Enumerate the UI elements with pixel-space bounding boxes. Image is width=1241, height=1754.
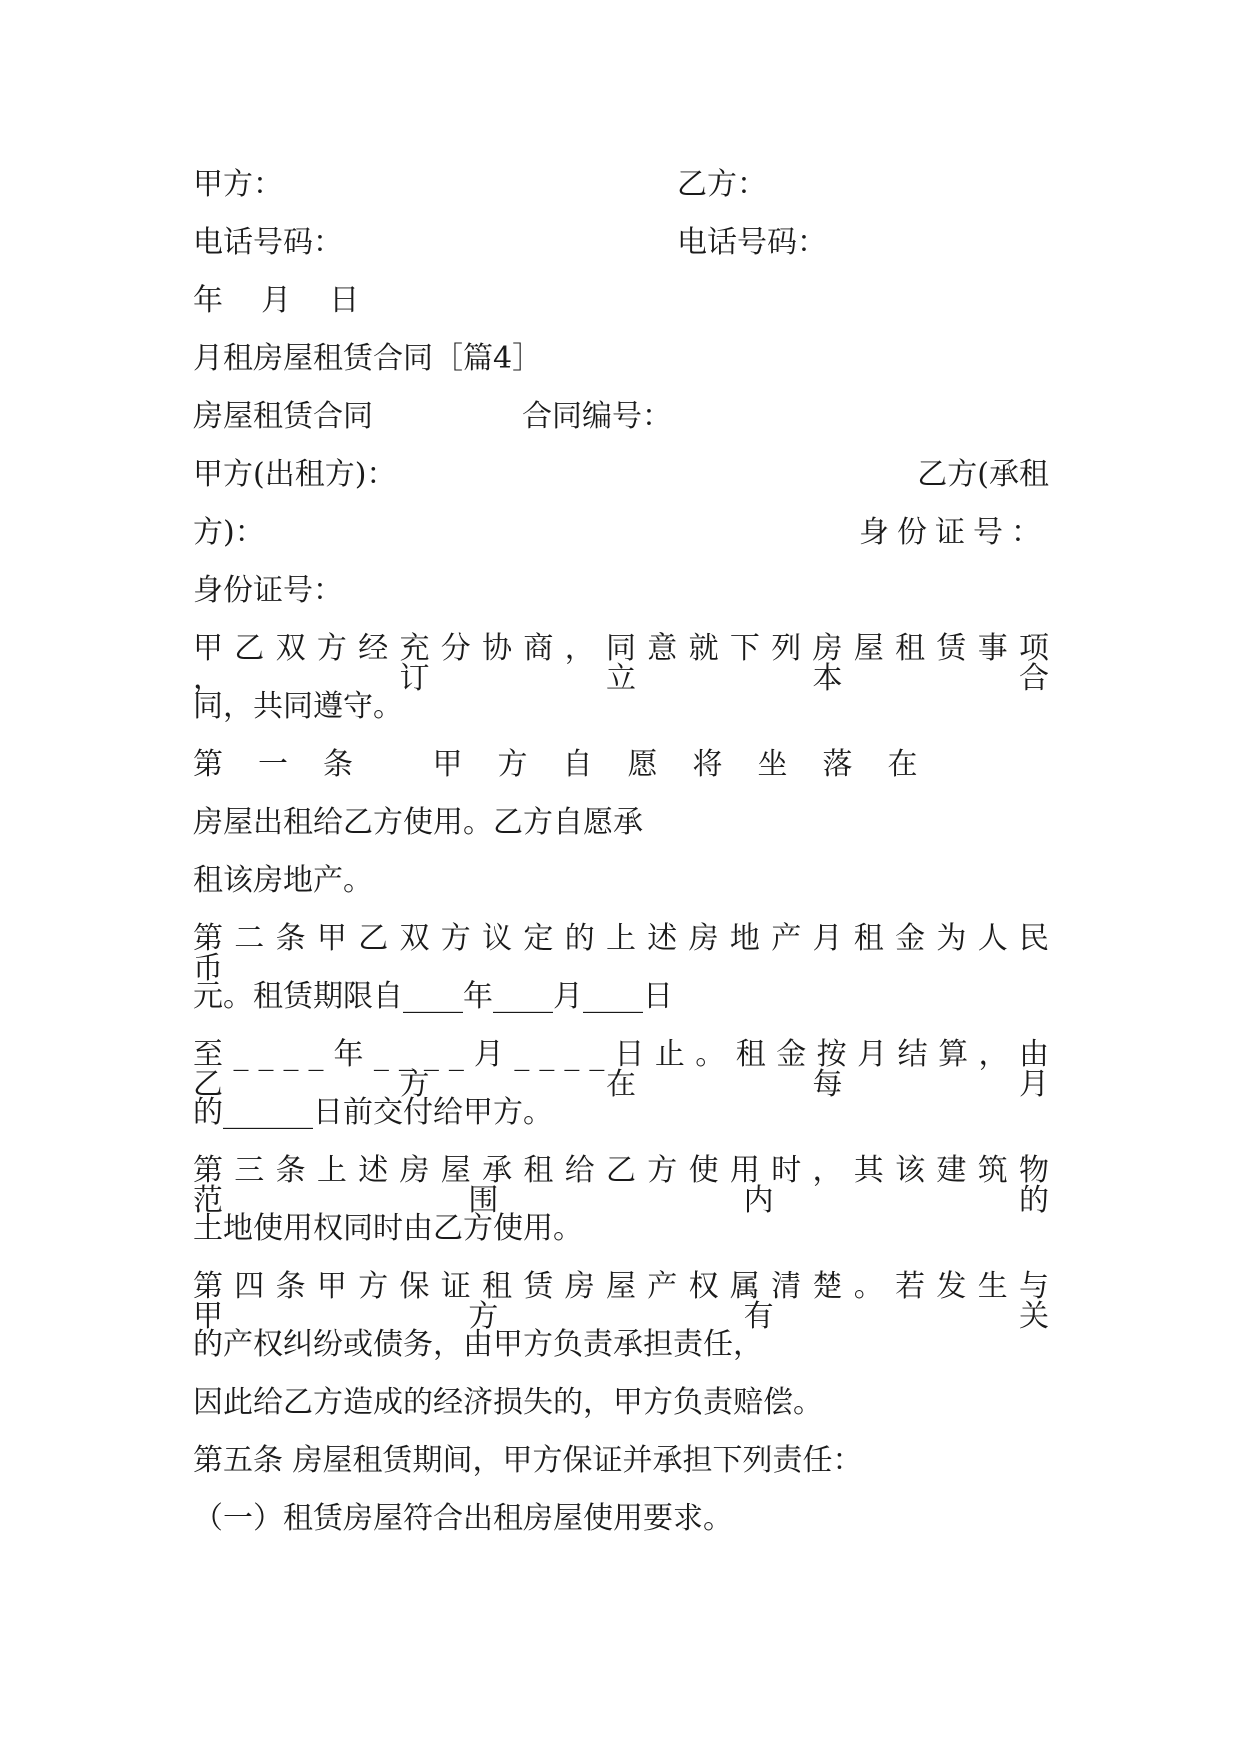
article-2-line-1: 第 二 条 甲 乙 双 方 议 定 的 上 述 房 地 产 月 租 金 为 人 民 币	[193, 921, 1049, 986]
contract-title: 房屋租赁合同	[193, 399, 373, 434]
article-3-line-1: 第 三 条 上 述 房 屋 承 租 给 乙 方 使 用 时 ， 其 该 建 筑 物 范 围 内 的	[193, 1153, 1049, 1218]
article-2-line-3: 至 _ _ _ _ 年 _ _ _ _ 月 _ _ _ _ 日 止 。 租 金 按 月 结 算 ， 由 乙 方 在 每 月	[193, 1037, 1049, 1102]
article-5-item-1: （一）租赁房屋符合出租房屋使用要求。	[193, 1501, 733, 1536]
party-b-phone-label: 电话号码：	[677, 225, 827, 260]
signature-date: 年 月 日	[193, 283, 360, 318]
lessor-id-label: 身份证号：	[193, 573, 343, 608]
article-1-line-1: 第一条 甲方自愿将坐落在	[193, 747, 953, 782]
lessee-label: 乙方(承租	[917, 457, 1049, 492]
lessee-label-cont: 方)：	[193, 515, 265, 550]
article-4-line-2: 的产权纠纷或债务，由甲方负责承担责任，	[193, 1327, 763, 1362]
contract-number-label: 合同编号：	[522, 399, 672, 434]
party-a-phone-label: 电话号码：	[193, 225, 343, 260]
party-a-label: 甲方：	[193, 167, 283, 202]
article-1-line-2: 房屋出租给乙方使用。乙方自愿承	[193, 805, 643, 840]
lessee-id-label: 身份证号：	[859, 515, 1049, 550]
article-2-line-2: 元。租赁期限自____年____月____日	[193, 979, 673, 1014]
preamble-line-2: 同，共同遵守。	[193, 689, 403, 724]
article-5-line-1: 第五条 房屋租赁期间，甲方保证并承担下列责任：	[193, 1443, 863, 1478]
article-3-line-2: 土地使用权同时由乙方使用。	[193, 1211, 583, 1246]
article-1-line-3: 租该房地产。	[193, 863, 373, 898]
party-b-label: 乙方：	[677, 167, 767, 202]
contract-heading: 月租房屋租赁合同［篇4］	[193, 341, 543, 376]
article-4-line-1: 第 四 条 甲 方 保 证 租 赁 房 屋 产 权 属 清 楚 。 若 发 生 与 甲 方 有 关	[193, 1269, 1049, 1334]
preamble-line-1: 甲 乙 双 方 经 充 分 协 商 ， 同 意 就 下 列 房 屋 租 赁 事 项 ， 订 立 本 合	[193, 631, 1049, 696]
lessor-label: 甲方(出租方)：	[193, 457, 397, 492]
article-2-line-4: 的______日前交付给甲方。	[193, 1095, 553, 1130]
article-4-line-3: 因此给乙方造成的经济损失的，甲方负责赔偿。	[193, 1385, 823, 1420]
